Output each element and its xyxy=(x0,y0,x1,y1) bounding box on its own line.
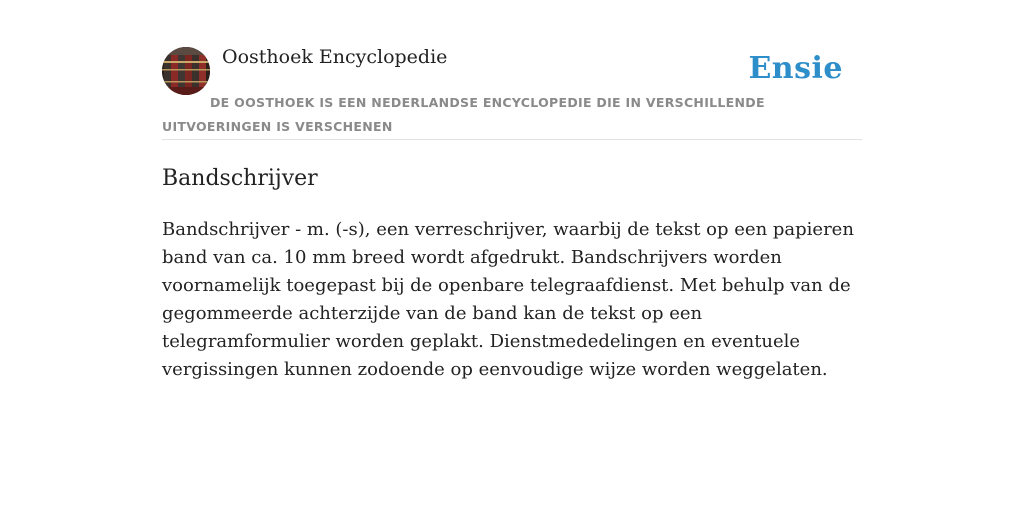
source-header xyxy=(162,0,862,140)
source-description: DE OOSTHOEK IS EEN NEDERLANDSE ENCYCLOPEDIE DIE IN VERSCHILLENDE UITVOERINGEN IS VERSCHENEN xyxy=(162,95,765,134)
source-avatar[interactable] xyxy=(162,47,210,95)
entry-body: Bandschrijver - m. (-s), een verreschrijver, waarbij de tekst op een papieren band van ca. 10 mm breed wordt afgedrukt. Bandschrijvers worden voornamelijk toegepast bij de openbare telegraafdienst. Met behulp van de gegommeerde achterzijde van de band kan de tekst op een telegramformulier worden geplakt. Dienstmededelingen en eventuele vergissingen kunnen zodoende op eenvoudige wijze worden weggelaten. xyxy=(162,219,854,380)
page-content xyxy=(162,0,862,384)
source-title[interactable]: Oosthoek Encyclopedie xyxy=(222,46,448,68)
book-spines-icon xyxy=(162,47,210,95)
ensie-logo[interactable]: Ensie xyxy=(748,51,843,86)
entry-title: Bandschrijver xyxy=(162,166,318,191)
